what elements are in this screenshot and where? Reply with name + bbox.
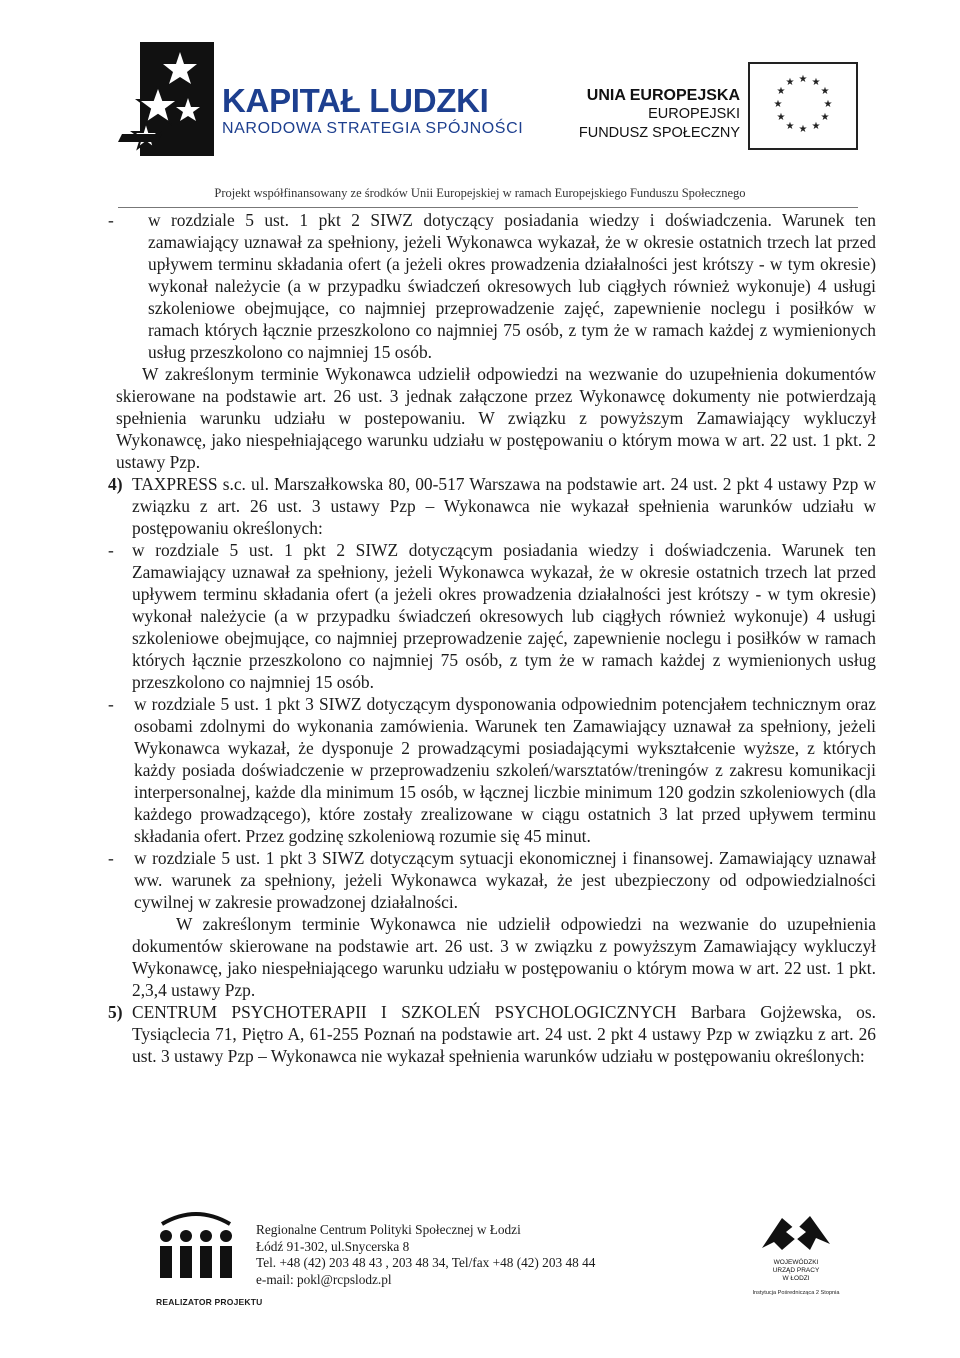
- logo-title: KAPITAŁ LUDZKI: [222, 82, 489, 119]
- svg-text:★: ★: [798, 74, 808, 85]
- svg-text:★: ★: [820, 86, 830, 97]
- svg-text:★: ★: [823, 99, 833, 110]
- condition-paragraph-financial: [108, 847, 876, 913]
- paragraph-text: W zakreślonym terminie Wykonawca nie udzielił odpowiedzi na wezwanie do uzupełnienia dokumentów skierowane na podstawie art. 26 ust. 3 w związku z powyższym Zamawiający wykluczył Wykonawcę, jako niespełniającego warunku udziału w postępowaniu o którym mowa w art. 22 ust. 1 pkt. 2,3,4 ustawy Pzp.: [132, 914, 876, 1000]
- condition-paragraph-knowledge: [108, 209, 876, 363]
- exclusion-paragraph-2: [108, 913, 876, 1001]
- document-body: [108, 209, 876, 1067]
- svg-text:★: ★: [776, 86, 786, 97]
- bullet-marker: -: [108, 694, 114, 714]
- org-phone: Tel. +48 (42) 203 48 43 , 203 48 34, Tel/fax +48 (42) 203 48 44: [256, 1255, 596, 1270]
- kapital-ludzki-stars-icon: [118, 42, 214, 156]
- footer-contact: [256, 1222, 595, 1288]
- eu-flag-icon: [748, 62, 858, 150]
- org-address: Łódź 91-302, ul.Snycerska 8: [256, 1238, 410, 1254]
- svg-text:★: ★: [773, 99, 783, 110]
- paragraph-text: w rozdziale 5 ust. 1 pkt 2 SIWZ dotyczący posiadania wiedzy i doświadczenia. Warunek ten zamawiający uznawał za spełniony, jeżeli Wykonawca wykazał, że w okresie ostatnich trzech lat przed upływem terminu składania ofert (a jeżeli okres prowadzenia działalności jest krótszy - w tym okresie) wykonał należycie (a w przypadku świadczeń okresowych lub ciągłych również wykonuje) 4 usługi szkoleniowe obejmujące, co najmniej przeprowadzenie zajęć, zapewnienie noclegu i posiłków w ramach których łącznie przeszkolono co najmniej 75 osób, z tym że w ramach każdej z wymienionych usług przeszkolono co najmniej 15 osób.: [148, 210, 876, 362]
- people-group-icon: [156, 1210, 236, 1288]
- svg-text:★: ★: [785, 77, 795, 88]
- svg-text:★: ★: [785, 121, 795, 132]
- bullet-marker: -: [108, 210, 114, 230]
- paragraph-text: TAXPRESS s.c. ul. Marszałkowska 80, 00-517 Warszawa na podstawie art. 24 ust. 2 pkt 4 ustawy Pzp w związku z art. 26 ust. 3 ustawy Pzp – Wykonawca nie wykazał spełnienia warunków udziału w postępowaniu określonych:: [132, 474, 876, 538]
- svg-text:★: ★: [798, 124, 808, 135]
- realizator-caption: REALIZATOR PROJEKTU: [156, 1297, 263, 1307]
- eu-fund-label: [579, 86, 740, 143]
- wup-line-3: W ŁODZI: [782, 1275, 810, 1282]
- svg-text:★: ★: [776, 112, 786, 123]
- logo-subtitle: NARODOWA STRATEGIA SPÓJNOŚCI: [222, 120, 524, 137]
- svg-text:★: ★: [811, 77, 821, 88]
- exclusion-paragraph: [108, 363, 876, 473]
- condition-paragraph-technical: [108, 693, 876, 847]
- wup-line-1: WOJEWÓDZKI: [773, 1259, 819, 1266]
- numbered-item-4: [108, 473, 876, 539]
- svg-text:★: ★: [820, 112, 830, 123]
- eu-line-1: UNIA EUROPEJSKA: [586, 87, 740, 104]
- wup-logo: [752, 1210, 840, 1300]
- eu-line-3: FUNDUSZ SPOŁECZNY: [578, 125, 740, 141]
- realizator-logo: [156, 1210, 263, 1307]
- eu-line-2: EUROPEJSKI: [648, 106, 740, 122]
- paragraph-text: W zakreślonym terminie Wykonawca udzielił odpowiedzi na wezwanie do uzupełnienia dokumentów skierowane na podstawie art. 26 ust. 3 jednak załączone przez Wykonawcę dokumenty nie potwierdzają spełnienia warunku udziału w postepowaniu. W związku z powyższym Zamawiający wykluczył Wykonawcę, jako niespełniającego warunku udziału w postępowaniu o którym mowa w art. 22 ust. 1 pkt. 2 ustawy Pzp.: [116, 364, 876, 472]
- item-number: 5): [108, 1002, 123, 1022]
- project-cofinancing-line: Projekt współfinansowany ze środków Unii Europejskiej w ramach Europejskiego Funduszu Społecznego: [214, 186, 746, 200]
- paragraph-text: w rozdziale 5 ust. 1 pkt 3 SIWZ dotyczącym dysponowania odpowiednim potencjałem technicznym oraz osobami zdolnymi do wykonania zamówienia. Warunek ten Zamawiający uznawał za spełniony, jeżeli Wykonawca wykazał, że dysponuje 2 prowadzącymi posiadającymi wykształcenie wyższe, z których każdy posiada doświadczenie w przeprowadzeniu szkoleń/warsztatów/treningów z zakresu komunikacji interpersonalnej, każde dla minimum 15 osób, w łącznej liczbie minimum 120 godzin szkoleniowych (dla każdego prowadzącego), które zostały zrealizowane w ciągu ostatnich 3 lat przed upływem terminu składania ofert. Przez godzinę szkoleniową rozumie się 45 minut.: [134, 694, 876, 846]
- paragraph-text: w rozdziale 5 ust. 1 pkt 3 SIWZ dotyczącym sytuacji ekonomicznej i finansowej. Zamawiający uznawał ww. warunek za spełniony, jeżeli Wykonawca wykazał, że jest ubezpieczony od odpowiedzialności cywilnej w zakresie prowadzonej działalności.: [134, 848, 876, 912]
- header-divider: [118, 207, 858, 208]
- wup-caption: Instytucja Pośrednicząca 2 Stopnia: [752, 1290, 840, 1296]
- svg-text:★: ★: [811, 121, 821, 132]
- item-number: 4): [108, 474, 123, 494]
- paragraph-text: w rozdziale 5 ust. 1 pkt 2 SIWZ dotyczącym posiadania wiedzy i doświadczenia. Warunek ten Zamawiający uznawał za spełniony, jeżeli Wykonawca wykazał, że w okresie ostatnich trzech lat przed upływem terminu składania ofert (a jeżeli okres prowadzenia działalności jest krótszy - w tym okresie) wykonał należycie (a w przypadku świadczeń okresowych lub ciągłych również wykonuje) 4 usługi szkoleniowe obejmujące, co najmniej przeprowadzenie zajęć, zapewnienie noclegu i posiłków w ramach których łącznie przeszkolono co najmniej 75 osób, z tym że w ramach każdej z wymienionych usług przeszkolono co najmniej 15 osób.: [132, 540, 876, 692]
- condition-paragraph-knowledge-2: [108, 539, 876, 693]
- arrows-logo-icon: [752, 1210, 840, 1254]
- org-email: e-mail: pokl@rcpslodz.pl: [256, 1271, 392, 1287]
- wup-line-2: URZĄD PRACY: [772, 1267, 820, 1274]
- paragraph-text: CENTRUM PSYCHOTERAPII I SZKOLEŃ PSYCHOLOGICZNYCH Barbara Gojżewska, os. Tysiąclecia 71, Piętro A, 61-255 Poznań na podstawie art. 24 ust. 2 pkt 4 ustawy Pzp w związku z art. 26 ust. 3 ustawy Pzp – Wykonawca nie wykazał spełnienia warunków udziału w postępowaniu określonych:: [132, 1002, 876, 1066]
- bullet-marker: -: [108, 848, 114, 868]
- numbered-item-5: [108, 1001, 876, 1067]
- bullet-marker: -: [108, 540, 114, 560]
- org-name: Regionalne Centrum Polityki Społecznej w Łodzi: [256, 1222, 521, 1237]
